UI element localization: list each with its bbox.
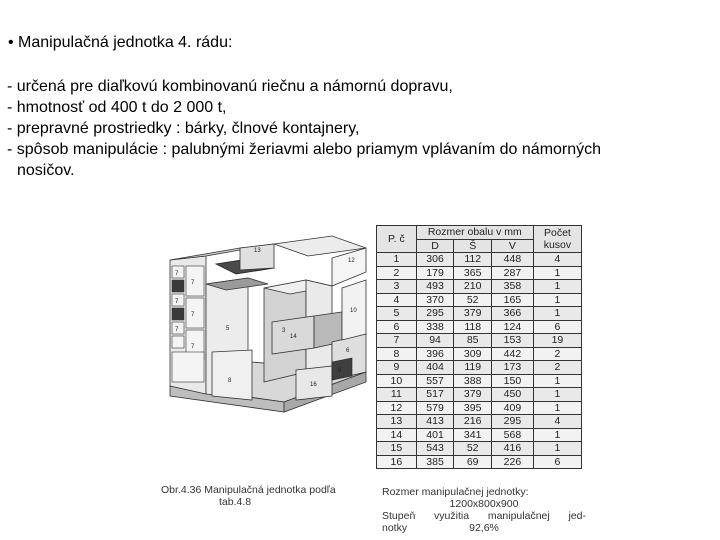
box-label: 10: [350, 308, 357, 314]
table-cell: 379: [454, 388, 492, 402]
header-count: Počet kusov: [533, 226, 581, 253]
table-cell: 396: [416, 347, 454, 361]
table-cell: 14: [377, 428, 417, 442]
table-row: [377, 280, 582, 294]
table-cell: 11: [377, 388, 417, 402]
box-label: 16: [310, 382, 317, 388]
unit-summary: [382, 486, 586, 534]
box-7: [186, 266, 204, 296]
table-row: [377, 455, 582, 469]
box-8-front: [212, 350, 252, 400]
table-cell: 1: [533, 401, 581, 415]
table-row: [377, 307, 582, 321]
table-cell: 85: [454, 334, 492, 348]
table-cell: 341: [454, 428, 492, 442]
box-7: [186, 298, 204, 328]
table-cell: 448: [492, 253, 534, 267]
box-7: [172, 336, 184, 348]
table-cell: 1: [533, 388, 581, 402]
table-cell: 124: [492, 320, 534, 334]
table-cell: 1: [533, 307, 581, 321]
table-cell: 568: [492, 428, 534, 442]
table-cell: 94: [416, 334, 454, 348]
table-row: [377, 253, 582, 267]
box-7: [172, 352, 204, 382]
box-label: 7: [175, 271, 179, 277]
table-cell: 165: [492, 293, 534, 307]
table-cell: 338: [416, 320, 454, 334]
table-cell: 395: [454, 401, 492, 415]
box-label: 12: [348, 258, 355, 264]
table-cell: 557: [416, 374, 454, 388]
box-label: 7: [191, 344, 195, 350]
slide-title: • Manipulačná jednotka 4. rádu:: [8, 34, 233, 51]
table-cell: 173: [492, 361, 534, 375]
utilization-word: notky: [382, 522, 408, 534]
figure-caption: [161, 484, 375, 508]
table-cell: 52: [454, 293, 492, 307]
table-cell: 1: [533, 266, 581, 280]
package-dimensions-table: [376, 225, 582, 469]
table-cell: 442: [492, 347, 534, 361]
caption-line: Obr.4.36 Manipulačná jednotka podľa: [161, 484, 336, 496]
table-cell: 358: [492, 280, 534, 294]
table-cell: 2: [377, 266, 417, 280]
table-row: [377, 347, 582, 361]
table-cell: 8: [377, 347, 417, 361]
utilization-value: 92,6%: [469, 522, 499, 534]
table-cell: 295: [416, 307, 454, 321]
header-s: Š: [454, 239, 492, 253]
table-cell: 118: [454, 320, 492, 334]
table-cell: 1: [533, 374, 581, 388]
table-row: [377, 334, 582, 348]
table-cell: 2: [533, 347, 581, 361]
table-cell: 409: [492, 401, 534, 415]
table-cell: 295: [492, 415, 534, 429]
table-cell: 1: [377, 253, 417, 267]
table-row: [377, 442, 582, 456]
box-7: [172, 280, 184, 292]
table-cell: 1: [533, 293, 581, 307]
box-9-front: [332, 358, 352, 380]
table-cell: 4: [533, 253, 581, 267]
table-cell: 13: [377, 415, 417, 429]
table-cell: 370: [416, 293, 454, 307]
table-cell: 52: [454, 442, 492, 456]
box-label: 7: [175, 299, 179, 305]
box-label: 9: [338, 368, 342, 374]
bullet-item: - prepravné prostriedky : bárky, člnové kontajnery,: [7, 120, 360, 137]
table-cell: 385: [416, 455, 454, 469]
table-cell: 19: [533, 334, 581, 348]
box-label: 7: [175, 327, 179, 333]
box-label: 6: [346, 348, 350, 354]
table-row: [377, 401, 582, 415]
table-row: [377, 361, 582, 375]
unit-size-value: 1200x800x900: [449, 498, 519, 510]
utilization-label: [382, 510, 586, 522]
box-label: 3: [282, 328, 286, 334]
table-cell: 7: [377, 334, 417, 348]
table-cell: 5: [377, 307, 417, 321]
bullet-item: - spôsob manipulácie : palubnými žeriavmi alebo priamym vplávaním do námorných: [7, 141, 602, 158]
unit-size-label: Rozmer manipulačnej jednotky:: [382, 486, 529, 498]
table-cell: 287: [492, 266, 534, 280]
table-cell: 517: [416, 388, 454, 402]
table-row: [377, 428, 582, 442]
table-cell: 179: [416, 266, 454, 280]
header-dims: Rozmer obalu v mm: [416, 226, 533, 240]
table-row: [377, 374, 582, 388]
table-cell: 366: [492, 307, 534, 321]
box-label: 8: [228, 378, 232, 384]
table-cell: 15: [377, 442, 417, 456]
table-cell: 416: [492, 442, 534, 456]
table-cell: 6: [377, 320, 417, 334]
table-row: [377, 320, 582, 334]
box-12-side: [332, 248, 366, 286]
box-label: 7: [191, 312, 195, 318]
table-cell: 365: [454, 266, 492, 280]
table-cell: 1: [533, 442, 581, 456]
box-label: 7: [191, 280, 195, 286]
table-cell: 404: [416, 361, 454, 375]
table-body: [377, 253, 582, 469]
header-d: D: [416, 239, 454, 253]
table-cell: 309: [454, 347, 492, 361]
table-cell: 6: [533, 320, 581, 334]
table-cell: 210: [454, 280, 492, 294]
utilization-word: využitia: [434, 510, 470, 522]
table-cell: 226: [492, 455, 534, 469]
table-cell: 12: [377, 401, 417, 415]
table-row: [377, 388, 582, 402]
table-row: [377, 293, 582, 307]
table-cell: 150: [492, 374, 534, 388]
utilization-word: jed-: [568, 510, 586, 522]
bullet-item: - určená pre diaľkovú kombinovanú riečnu a námornú dopravu,: [7, 78, 453, 95]
table-cell: 6: [533, 455, 581, 469]
table-cell: 493: [416, 280, 454, 294]
table-cell: 450: [492, 388, 534, 402]
table-cell: 306: [416, 253, 454, 267]
box-7: [172, 308, 184, 320]
table-cell: 379: [454, 307, 492, 321]
table-cell: 401: [416, 428, 454, 442]
table-cell: 9: [377, 361, 417, 375]
utilization-word: Stupeň: [382, 510, 416, 522]
bullet-list: [7, 76, 601, 181]
caption-line: tab.4.8: [219, 496, 252, 508]
figure-pallet-load: [156, 222, 586, 540]
table-cell: 1: [533, 280, 581, 294]
table-cell: 153: [492, 334, 534, 348]
table-cell: 16: [377, 455, 417, 469]
header-v: V: [492, 239, 534, 253]
table-row: [377, 266, 582, 280]
utilization-row: [382, 522, 586, 534]
table-cell: 10: [377, 374, 417, 388]
table-cell: 4: [533, 415, 581, 429]
box-label: 13: [254, 248, 261, 254]
table-cell: 4: [377, 293, 417, 307]
pallet-load-illustration: [156, 222, 378, 484]
bullet-continuation: nosičov.: [17, 162, 75, 179]
table-cell: 413: [416, 415, 454, 429]
table-cell: 216: [454, 415, 492, 429]
table-cell: 69: [454, 455, 492, 469]
table-cell: 1: [533, 428, 581, 442]
table-cell: 579: [416, 401, 454, 415]
table-cell: 2: [533, 361, 581, 375]
box-label: 5: [226, 326, 230, 332]
utilization-word: manipulačnej: [487, 510, 550, 522]
table-cell: 112: [454, 253, 492, 267]
table-cell: 543: [416, 442, 454, 456]
box-label: 14: [290, 334, 297, 340]
table-row: [377, 415, 582, 429]
table-cell: 119: [454, 361, 492, 375]
table-cell: 388: [454, 374, 492, 388]
bullet-item: - hmotnosť od 400 t do 2 000 t,: [7, 99, 227, 116]
table-cell: 3: [377, 280, 417, 294]
header-no: P. č: [377, 226, 417, 253]
